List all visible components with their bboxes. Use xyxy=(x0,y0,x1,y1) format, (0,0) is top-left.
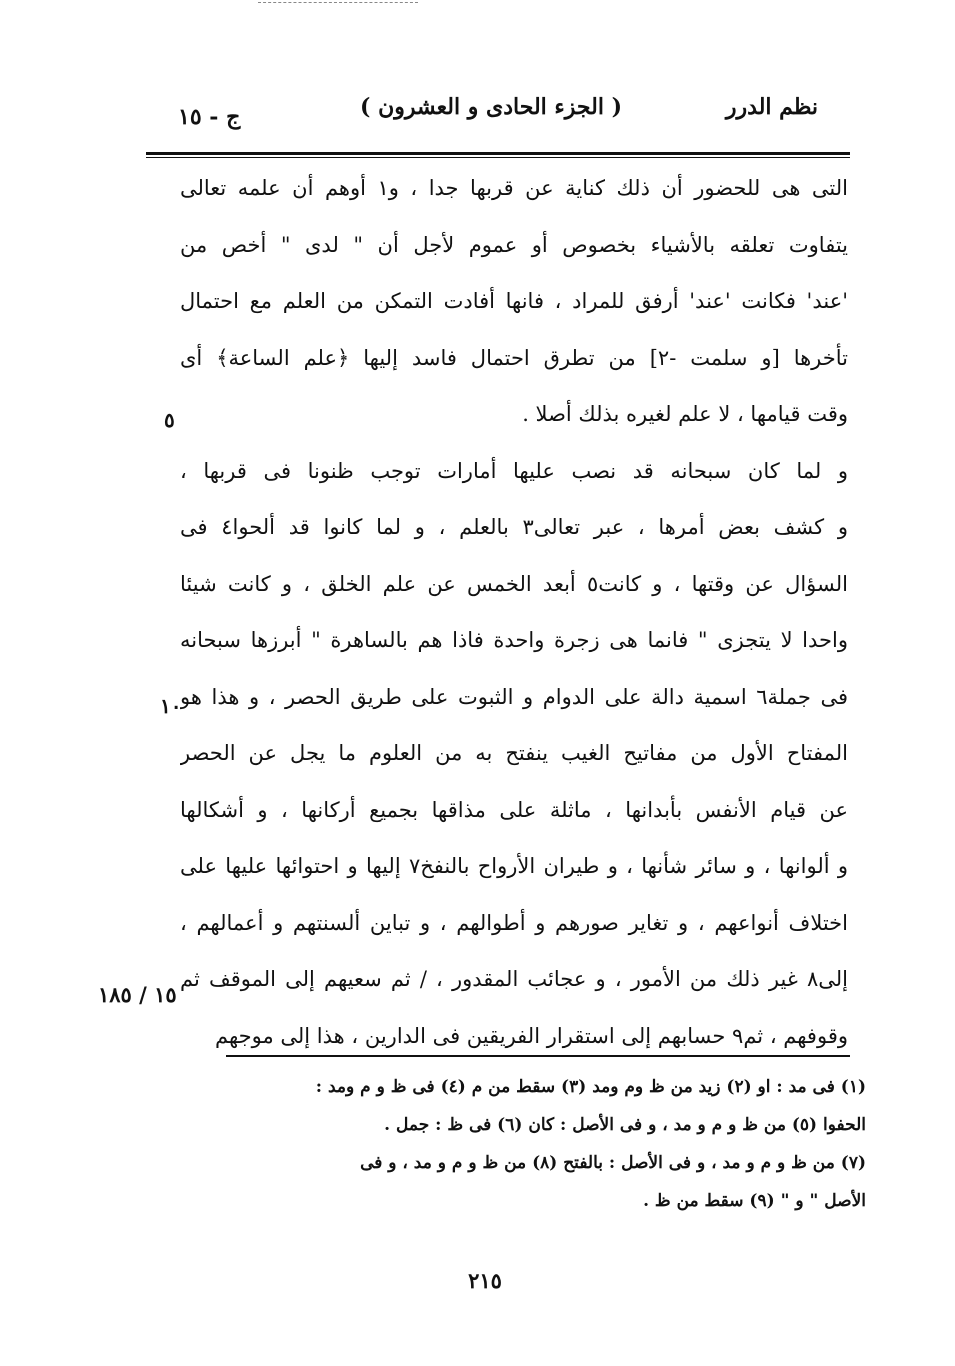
footnote-line: (١) فى مد : او (٢) زيد من ظ وم ومد (٣) سقط من م (٤) فى ظ و م ومد : xyxy=(315,1077,866,1097)
page-number: ٢١٥ xyxy=(468,1268,502,1293)
text-line: السؤال عن وقتها ، و كانت٥ أبعد الخمس عن علم الخلق ، و كانت شيئا xyxy=(180,571,848,596)
text-line: المفتاح الأول من مفاتيح الغيب ينفتح به من العلوم ما يجل عن الحصر xyxy=(180,741,848,765)
book-title: نظم الدرر xyxy=(725,94,818,120)
top-scratch-mark xyxy=(258,2,418,3)
margin-line-number-5: ٥ xyxy=(164,408,175,432)
text-line: فى جملة٦ اسمية دالة على الدوام و الثبوت على طريق الحصر ، و هذا هو xyxy=(180,684,848,709)
text-line: و كشف بعض أمرها ، عبر تعالى٣ بالعلم ، و لما كانوا قد ألحوا٤ فى xyxy=(180,515,848,539)
text-line: عن قيام الأنفس بأبدانها ، ماثلة على مذاقها بجميع أركانها ، و أشكالها xyxy=(180,797,848,822)
footnote-line: الحفوا (٥) من ظ و م و مد ، و فى الأصل : كان (٦) فى ظ : جمل . xyxy=(384,1115,866,1135)
text-line: و لما كان سبحانه قد نصب عليها أمارات توجب ظنونا فى قربها ، xyxy=(180,458,848,483)
margin-manuscript-reference: ١٥ / ١٨٥ xyxy=(98,982,177,1007)
manuscript-reference: ج - ١٥ xyxy=(178,104,241,130)
footnote-line: (٧) من ظ و م و مد ، و فى الأصل : بالفتح (٨) من ظ و م و مد ، و فى xyxy=(360,1153,866,1173)
text-line: و ألوانها ، و سائر شأنها ، و طيران الأرواح بالنفخ٧ إليها و احتوائها عليها على xyxy=(180,854,848,878)
header-rule xyxy=(146,152,850,158)
text-line: واحدا لا يتجزى " فانما هى زجرة واحدة فاذا هم بالساهرة " أبرزها سبحانه xyxy=(180,628,848,652)
footnote-line: الأصل " و " (٩) سقط من ظ . xyxy=(643,1191,866,1211)
part-title: ( الجزء الحادى و العشرون ) xyxy=(360,94,622,120)
margin-line-number-10: ١٠ xyxy=(160,694,182,718)
text-line: التى هى للحضور أن ذلك كناية عن قربها جدا ، و١ أوهم أن علمه تعالى xyxy=(180,176,848,200)
text-line: اختلاف أنواعهم ، و تغاير صورهم و أطوالهم ، و تباين ألسنتهم و أعمالهم ، xyxy=(180,910,848,935)
text-line: يتفاوت تعلقه بالأشياء بخصوص أو عموم لأجل أن " لدى " أخص من xyxy=(180,232,848,257)
text-line: 'عند' فكانت 'عند' أرفق للمراد ، فانها أفادت التمكن من العلم مع احتمال xyxy=(180,289,848,313)
text-line: وقوفهم ، ثم٩ حسابهم إلى استقرار الفريقين فى الدارين ، هذا إلى موجهم xyxy=(214,1023,848,1048)
text-line: إلى٨ غير ذلك من الأمور ، و عجائب المقدور ، / ثم سعيهم إلى الموقف ثم xyxy=(180,967,848,991)
text-line: وقت قيامها ، لا علم لغيره بذلك أصلا . xyxy=(522,402,848,426)
main-text xyxy=(180,160,848,1064)
footnotes xyxy=(196,1068,866,1220)
footnote-rule xyxy=(226,1055,850,1057)
running-header xyxy=(150,92,850,136)
text-line: تأخرها [و سلمت -٢] من تطرق احتمال فاسد إليها ﴿علم الساعة﴾ أى xyxy=(180,345,848,370)
